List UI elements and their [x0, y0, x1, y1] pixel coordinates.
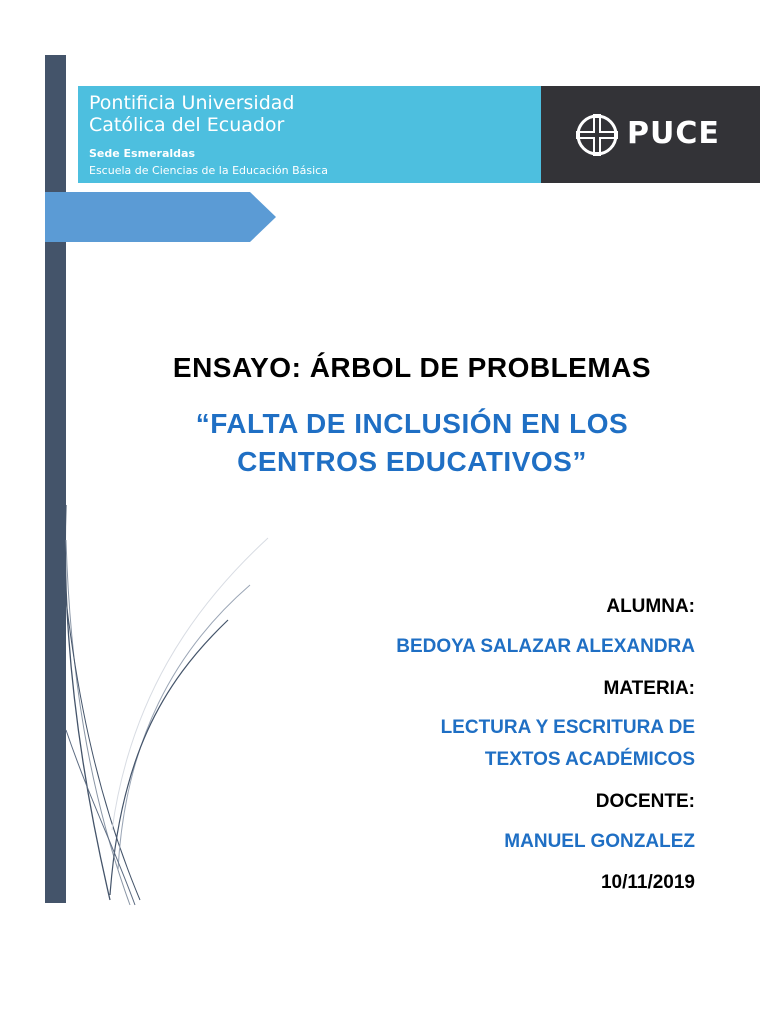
subject-name-line1: LECTURA Y ESCRITURA DE [440, 717, 695, 738]
subject-label: MATERIA: [603, 678, 695, 699]
decorative-curves [0, 500, 300, 910]
teacher-name: MANUEL GONZALEZ [504, 831, 695, 852]
logo-box [541, 86, 760, 183]
university-name-line1: Pontificia Universidad [89, 92, 295, 114]
puce-emblem-icon [574, 112, 620, 158]
campus-name: Sede Esmeraldas [89, 147, 195, 160]
subtitle-line1: “FALTA DE INCLUSIÓN EN LOS [195, 408, 629, 439]
teacher-label: DOCENTE: [595, 791, 695, 812]
document-date: 10/11/2019 [600, 872, 695, 893]
school-name: Escuela de Ciencias de la Educación Básica [89, 164, 328, 177]
student-label: ALUMNA: [606, 596, 695, 617]
arrow-banner [45, 192, 277, 243]
student-name: BEDOYA SALAZAR ALEXANDRA [396, 636, 695, 657]
logo-text: PUCE [627, 116, 720, 151]
subject-name-line2: TEXTOS ACADÉMICOS [484, 749, 695, 770]
subtitle-line2: CENTROS EDUCATIVOS” [237, 446, 587, 477]
university-name [89, 92, 294, 136]
document-title: ENSAYO: ÁRBOL DE PROBLEMAS [172, 352, 652, 383]
document-subtitle [120, 405, 704, 481]
university-name-line2: Católica del Ecuador [89, 114, 285, 136]
